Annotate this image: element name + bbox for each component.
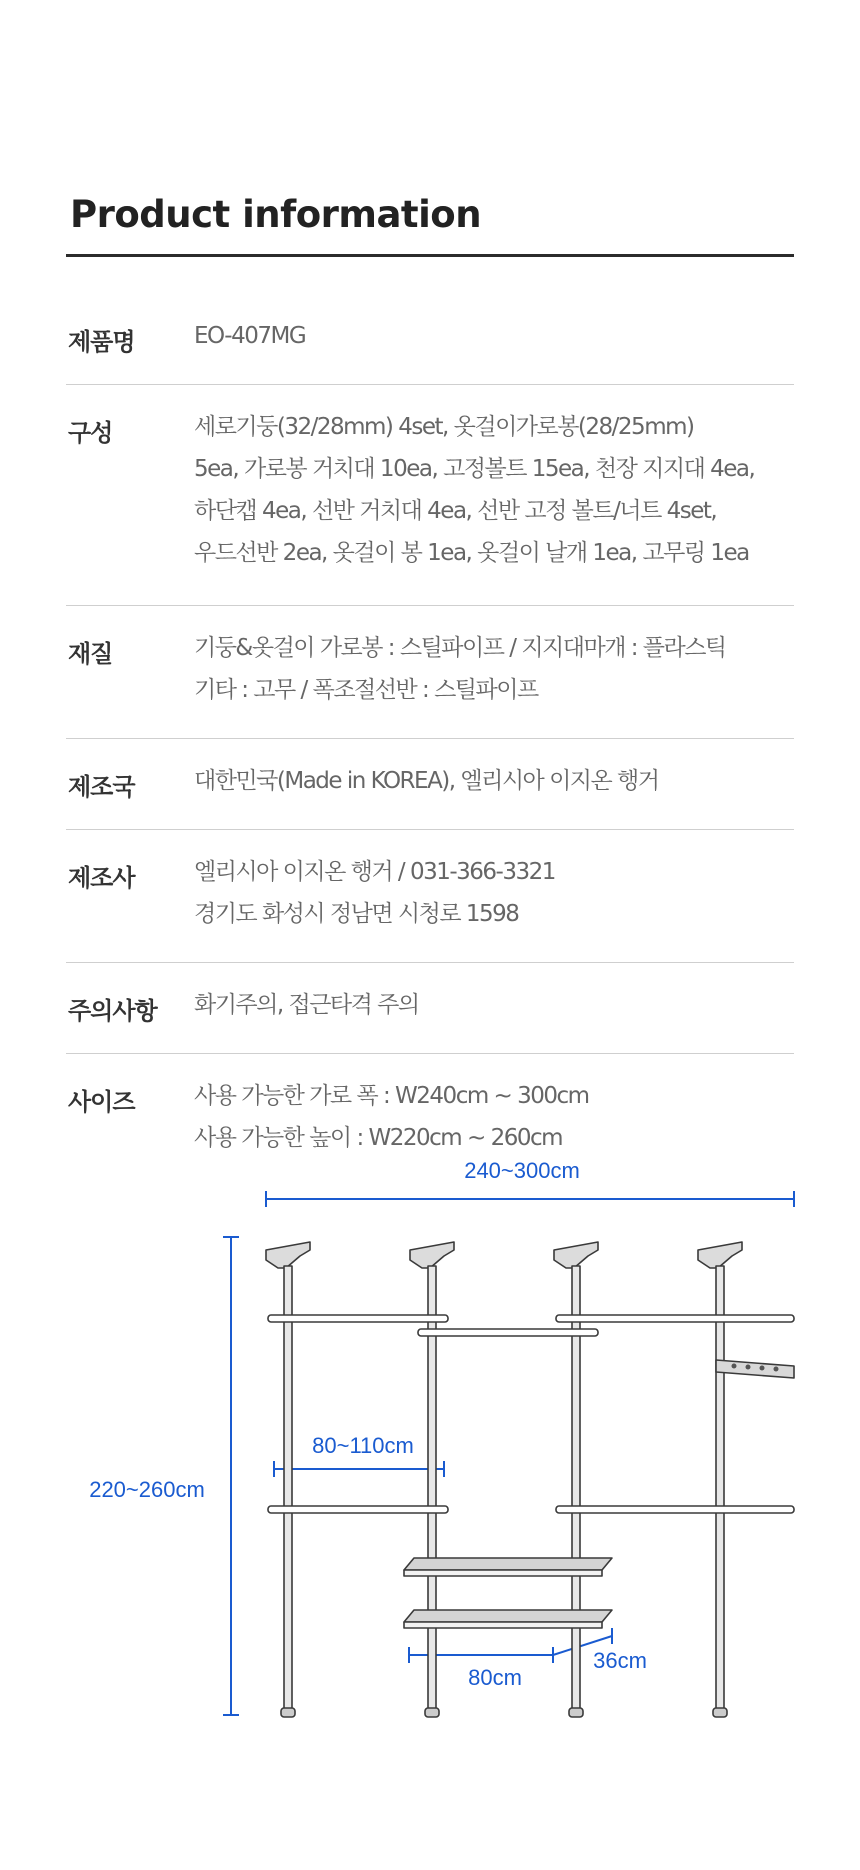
value-line: 세로기둥(32/28mm) 4set, 옷걸이가로봉(28/25mm) (194, 414, 694, 440)
value-line: EO-407MG (194, 323, 306, 349)
value-line: 기둥&옷걸이 가로봉 : 스틸파이프 / 지지대마개 : 플라스틱 (194, 635, 726, 661)
value-line: 기타 : 고무 / 폭조절선반 : 스틸파이프 (194, 677, 538, 703)
page-title: Product information (70, 193, 482, 236)
value-line: 사용 가능한 높이 : W220cm ~ 260cm (194, 1125, 563, 1151)
value-line: 경기도 화성시 정남면 시청로 1598 (194, 901, 519, 927)
value-line: 대한민국(Made in KOREA), 엘리시아 이지온 행거 (194, 768, 659, 794)
row-label: 제조사 (68, 864, 135, 892)
row-label: 제품명 (68, 328, 135, 356)
value-line: 하단캡 4ea, 선반 거치대 4ea, 선반 고정 볼트/너트 4set, (194, 498, 717, 524)
bottom-cap (281, 1708, 727, 1717)
hanger-bar-upper (268, 1315, 794, 1336)
value-line: 우드선반 2ea, 옷걸이 봉 1ea, 옷걸이 날개 1ea, 고무링 1ea (194, 540, 749, 566)
row-label: 제조국 (68, 773, 135, 801)
ceiling-support (266, 1242, 742, 1268)
row-label: 주의사항 (68, 997, 157, 1025)
row-label: 재질 (68, 640, 113, 668)
span-label: 80~110cm (312, 1433, 414, 1458)
width-label: 240~300cm (464, 1158, 580, 1183)
row-label: 사이즈 (68, 1088, 135, 1116)
row-label: 구성 (68, 419, 113, 447)
value-line: 화기주의, 접근타격 주의 (194, 992, 419, 1018)
hanger-bar-lower (268, 1506, 794, 1513)
value-line: 5ea, 가로봉 거치대 10ea, 고정볼트 15ea, 천장 지지대 4ea, (194, 456, 755, 482)
value-line: 사용 가능한 가로 폭 : W240cm ~ 300cm (194, 1083, 589, 1109)
shelf-width-label: 80cm (468, 1665, 522, 1690)
shelf-depth-label: 36cm (593, 1648, 647, 1673)
hanger-wing (716, 1360, 794, 1378)
height-label: 220~260cm (89, 1477, 205, 1502)
value-line: 엘리시아 이지온 행거 / 031-366-3321 (194, 859, 555, 885)
